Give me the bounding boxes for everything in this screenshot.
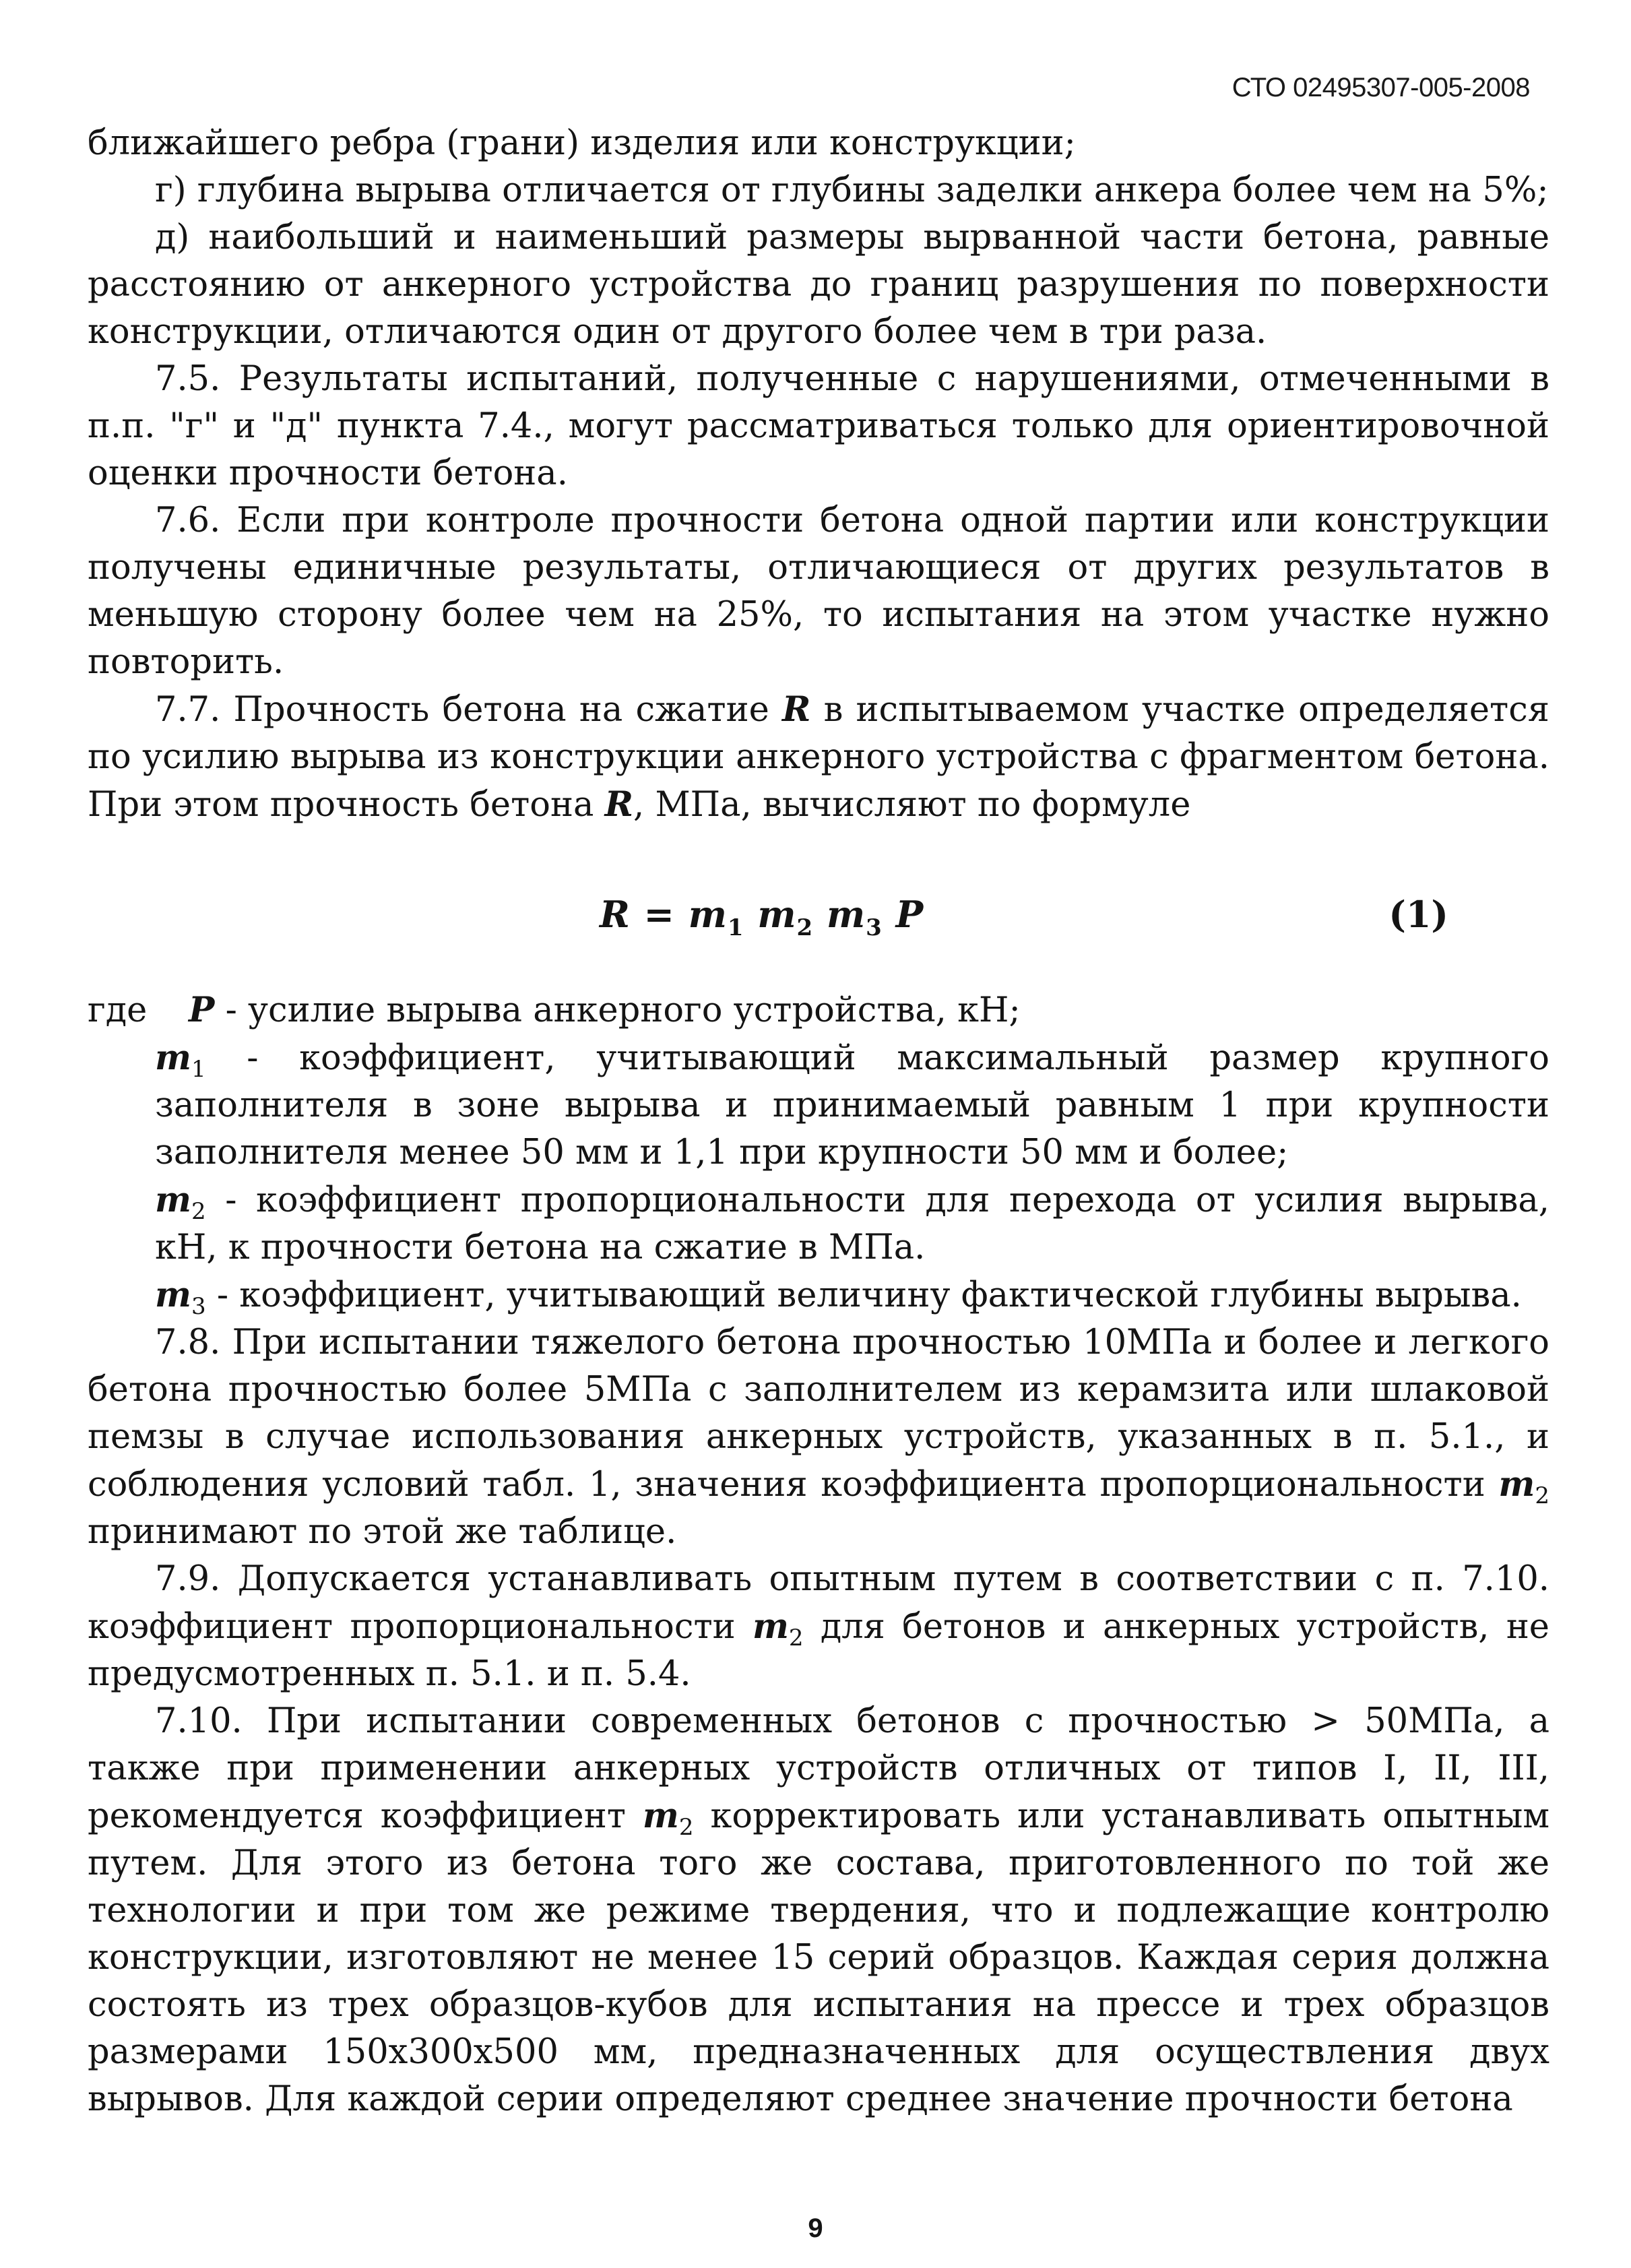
symbol-r: R [782, 689, 811, 730]
symbol-p: P [189, 990, 215, 1030]
formula-sub: 2 [796, 914, 814, 941]
symbol-sub: 2 [678, 1814, 694, 1841]
text: 7.8. При испытании тяжелого бетона прочностью 10МПа и более и легкого бетона прочностью более 5МПа с заполнителем из керамзита или шлаковой пемзы в случае использования анкерных устройств, указанных в п. 5.1., и соблюдения условий табл. 1, значения коэффициента пропорциональности [88, 1323, 1549, 1505]
paragraph-7-7 [88, 686, 1549, 829]
formula-block [88, 891, 1549, 941]
formula-sub: 3 [866, 914, 883, 941]
formula-number: (1) [1388, 893, 1448, 936]
where-label: где [88, 990, 148, 1030]
definition-text: - коэффициент, учитывающий величину фактической глубины вырыва. [205, 1275, 1522, 1315]
paragraph-7-10 [88, 1698, 1549, 2123]
symbol-m: m [155, 1180, 191, 1220]
text: для бетонов и анкерных устройств, не предусмотренных п. 5.1. и п. 5.4. [88, 1607, 1549, 1694]
text: 7.10. При испытании современных бетонов с прочностью > 50МПа, а также при применении анкерных устройств отличных от типов I, II, III, рекомендуется коэффициент [88, 1701, 1549, 1836]
text: , МПа, вычисляют по формуле [633, 785, 1191, 825]
definition-p [88, 986, 1549, 1034]
symbol-m: m [1498, 1464, 1535, 1505]
formula-m: m [826, 893, 866, 936]
definition-m1 [88, 1034, 1549, 1176]
symbol-sub: 2 [191, 1198, 206, 1226]
list-item-g: г) глубина вырыва отличается от глубины заделки анкера более чем на 5%; [155, 170, 1549, 210]
page-number: 9 [808, 2213, 823, 2243]
symbol-m: m [752, 1606, 789, 1647]
definition-text: - усилие вырыва анкерного устройства, кН; [214, 990, 1021, 1030]
paragraph-7-9 [88, 1556, 1549, 1698]
text: 7.7. Прочность бетона на сжатие [155, 690, 782, 730]
formula-lhs: R = [600, 893, 689, 936]
symbol-m: m [642, 1796, 679, 1836]
text: в испытываемом участке определяется по усилию вырыва из конструкции анкерного устройства с фрагментом бетона. При этом прочность бетона [88, 690, 1549, 825]
formula-m: m [757, 893, 797, 936]
symbol-sub: 2 [1535, 1482, 1549, 1510]
continuation-line: ближайшего ребра (грани) изделия или конструкции; [88, 123, 1076, 163]
text: принимают по этой же таблице. [88, 1512, 677, 1552]
formula-m: m [688, 893, 728, 936]
paragraph-7-5: 7.5. Результаты испытаний, полученные с нарушениями, отмеченными в п.п. "г" и "д" пункта 7.4., могут рассматриваться только для ориентировочной оценки прочности бетона. [88, 359, 1549, 493]
symbol-sub: 3 [191, 1293, 206, 1321]
formula [600, 891, 924, 941]
formula-p: P [895, 893, 924, 936]
symbol-sub: 2 [788, 1625, 804, 1652]
symbol-sub: 1 [191, 1056, 206, 1083]
formula-sub: 1 [727, 914, 744, 941]
definition-text: - коэффициент, учитывающий максимальный размер крупного заполнителя в зоне вырыва и принимаемый равным 1 при крупности заполнителя менее 50 мм и 1,1 при крупности 50 мм и более; [155, 1038, 1549, 1172]
body-text [88, 120, 1549, 2123]
paragraph-7-6: 7.6. Если при контроле прочности бетона одной партии или конструкции получены единичные результаты, отличающиеся от других результатов в меньшую сторону более чем на 25%, то испытания на этом участке нужно повторить. [88, 501, 1549, 682]
text: корректировать или устанавливать опытным путем. Для этого из бетона того же состава, приготовленного по той же технологии и при том же режиме твердения, что и подлежащие контролю конструкции, изготовляют не менее 15 серий образцов. Каждая серия должна состоять из трех образцов-кубов для испытания на прессе и трех образцов размерами 150х300х500 мм, предназначенных для осуществления двух вырывов. Для каждой серии определяют среднее значение прочности бетона [88, 1796, 1549, 2119]
definition-m2 [88, 1176, 1549, 1271]
definition-text: - коэффициент пропорциональности для перехода от усилия вырыва, кН, к прочности бетона на сжатие в МПа. [155, 1180, 1549, 1267]
definition-m3 [88, 1271, 1549, 1319]
document-code: СТО 02495307-005-2008 [1232, 73, 1530, 102]
symbol-r: R [604, 784, 634, 825]
symbol-m: m [155, 1275, 191, 1315]
text: 7.9. Допускается устанавливать опытным путем в соответствии с п. 7.10. коэффициент пропорциональности [88, 1559, 1549, 1647]
paragraph-7-8 [88, 1319, 1549, 1556]
symbol-m: m [155, 1038, 191, 1078]
list-item-d: д) наибольший и наименьший размеры вырванной части бетона, равные расстоянию от анкерного устройства до границ разрушения по поверхности конструкции, отличаются один от другого более чем в три раза. [88, 218, 1549, 352]
